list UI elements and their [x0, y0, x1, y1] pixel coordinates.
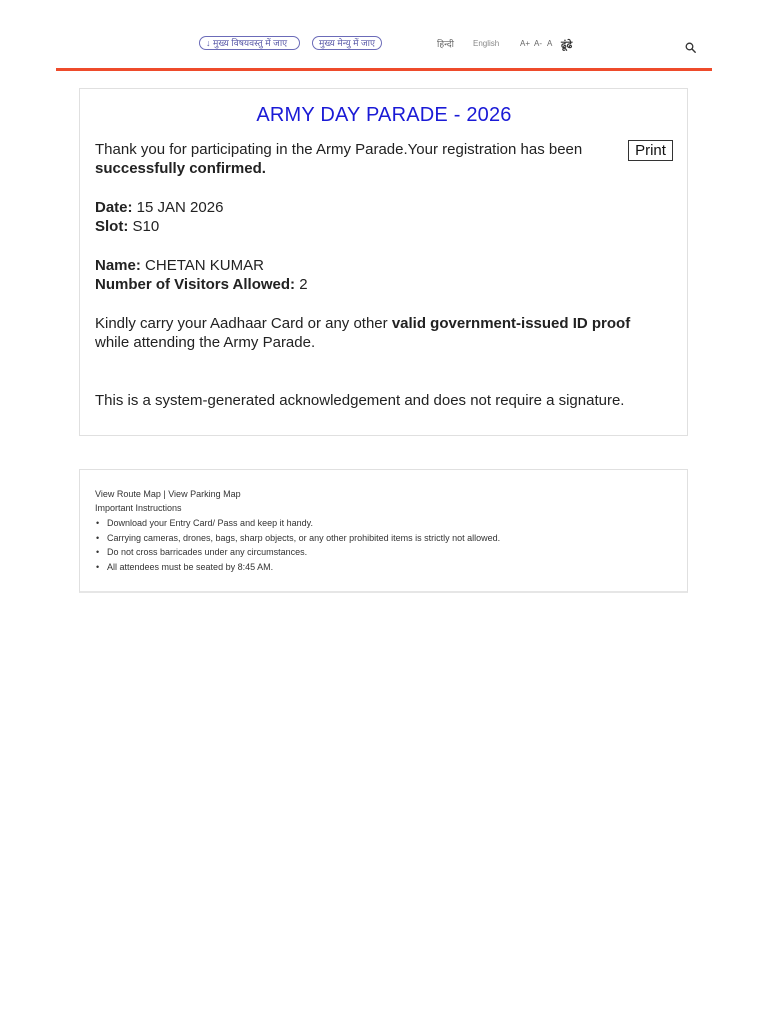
language-english-link[interactable]: English [473, 39, 500, 48]
language-hindi-link[interactable]: हिन्दी [437, 39, 455, 49]
slot-row [95, 217, 159, 236]
page-title: ARMY DAY PARADE - 2026 [256, 104, 512, 126]
name-row [95, 256, 264, 275]
route-map-link[interactable]: View Route Map [95, 489, 161, 499]
system-note: This is a system-generated acknowledgement and does not require a signature. [95, 392, 625, 409]
confirmed-text: successfully confirmed. [95, 160, 266, 177]
name-value: CHETAN KUMAR [140, 257, 264, 274]
print-button[interactable]: Print [628, 140, 673, 161]
font-increase-button[interactable]: A+ [520, 39, 531, 48]
visitors-value: 2 [295, 276, 308, 293]
slot-value: S10 [128, 218, 160, 235]
visitors-label: Number of Visitors Allowed: [95, 276, 296, 293]
top-header [0, 0, 768, 72]
skip-to-menu-button[interactable]: मुख्य मेन्यु में जाए [312, 36, 382, 50]
font-decrease-button[interactable]: A- [534, 39, 542, 48]
search-icon[interactable] [685, 42, 696, 53]
map-links [95, 488, 241, 500]
list-item: • Carrying cameras, drones, bags, sharp objects, or any other prohibited items is strictly not allowed. [96, 533, 501, 543]
parking-map-link[interactable]: View Parking Map [168, 489, 241, 499]
list-item: • Do not cross barricades under any circumstances. [96, 547, 308, 557]
name-label: Name: [95, 257, 141, 274]
id-proof-text [95, 314, 630, 333]
date-row [95, 198, 223, 217]
id-proof-text-end: while attending the Army Parade. [95, 334, 316, 351]
date-label: Date: [95, 199, 133, 216]
list-item: • All attendees must be seated by 8:45 AM. [96, 562, 274, 572]
skip-to-content-button[interactable]: ↓ मुख्य विषयवस्तु में जाए [199, 36, 300, 50]
id-proof-text-start: Kindly carry your Aadhaar Card or any other [95, 315, 392, 332]
instructions-heading: Important Instructions [95, 503, 182, 513]
header-divider [56, 68, 712, 71]
visitors-row [95, 275, 308, 294]
list-item: • Download your Entry Card/ Pass and keep it handy. [96, 518, 313, 528]
date-value: 15 JAN 2026 [132, 199, 224, 216]
slot-label: Slot: [95, 218, 129, 235]
thank-you-text: Thank you for participating in the Army Parade.Your registration has been [95, 141, 583, 158]
font-reset-button[interactable]: A [547, 39, 553, 48]
link-separator: | [160, 489, 169, 499]
search-label[interactable]: ढूंढे [561, 40, 573, 51]
id-proof-bold: valid government-issued ID proof [391, 315, 631, 332]
